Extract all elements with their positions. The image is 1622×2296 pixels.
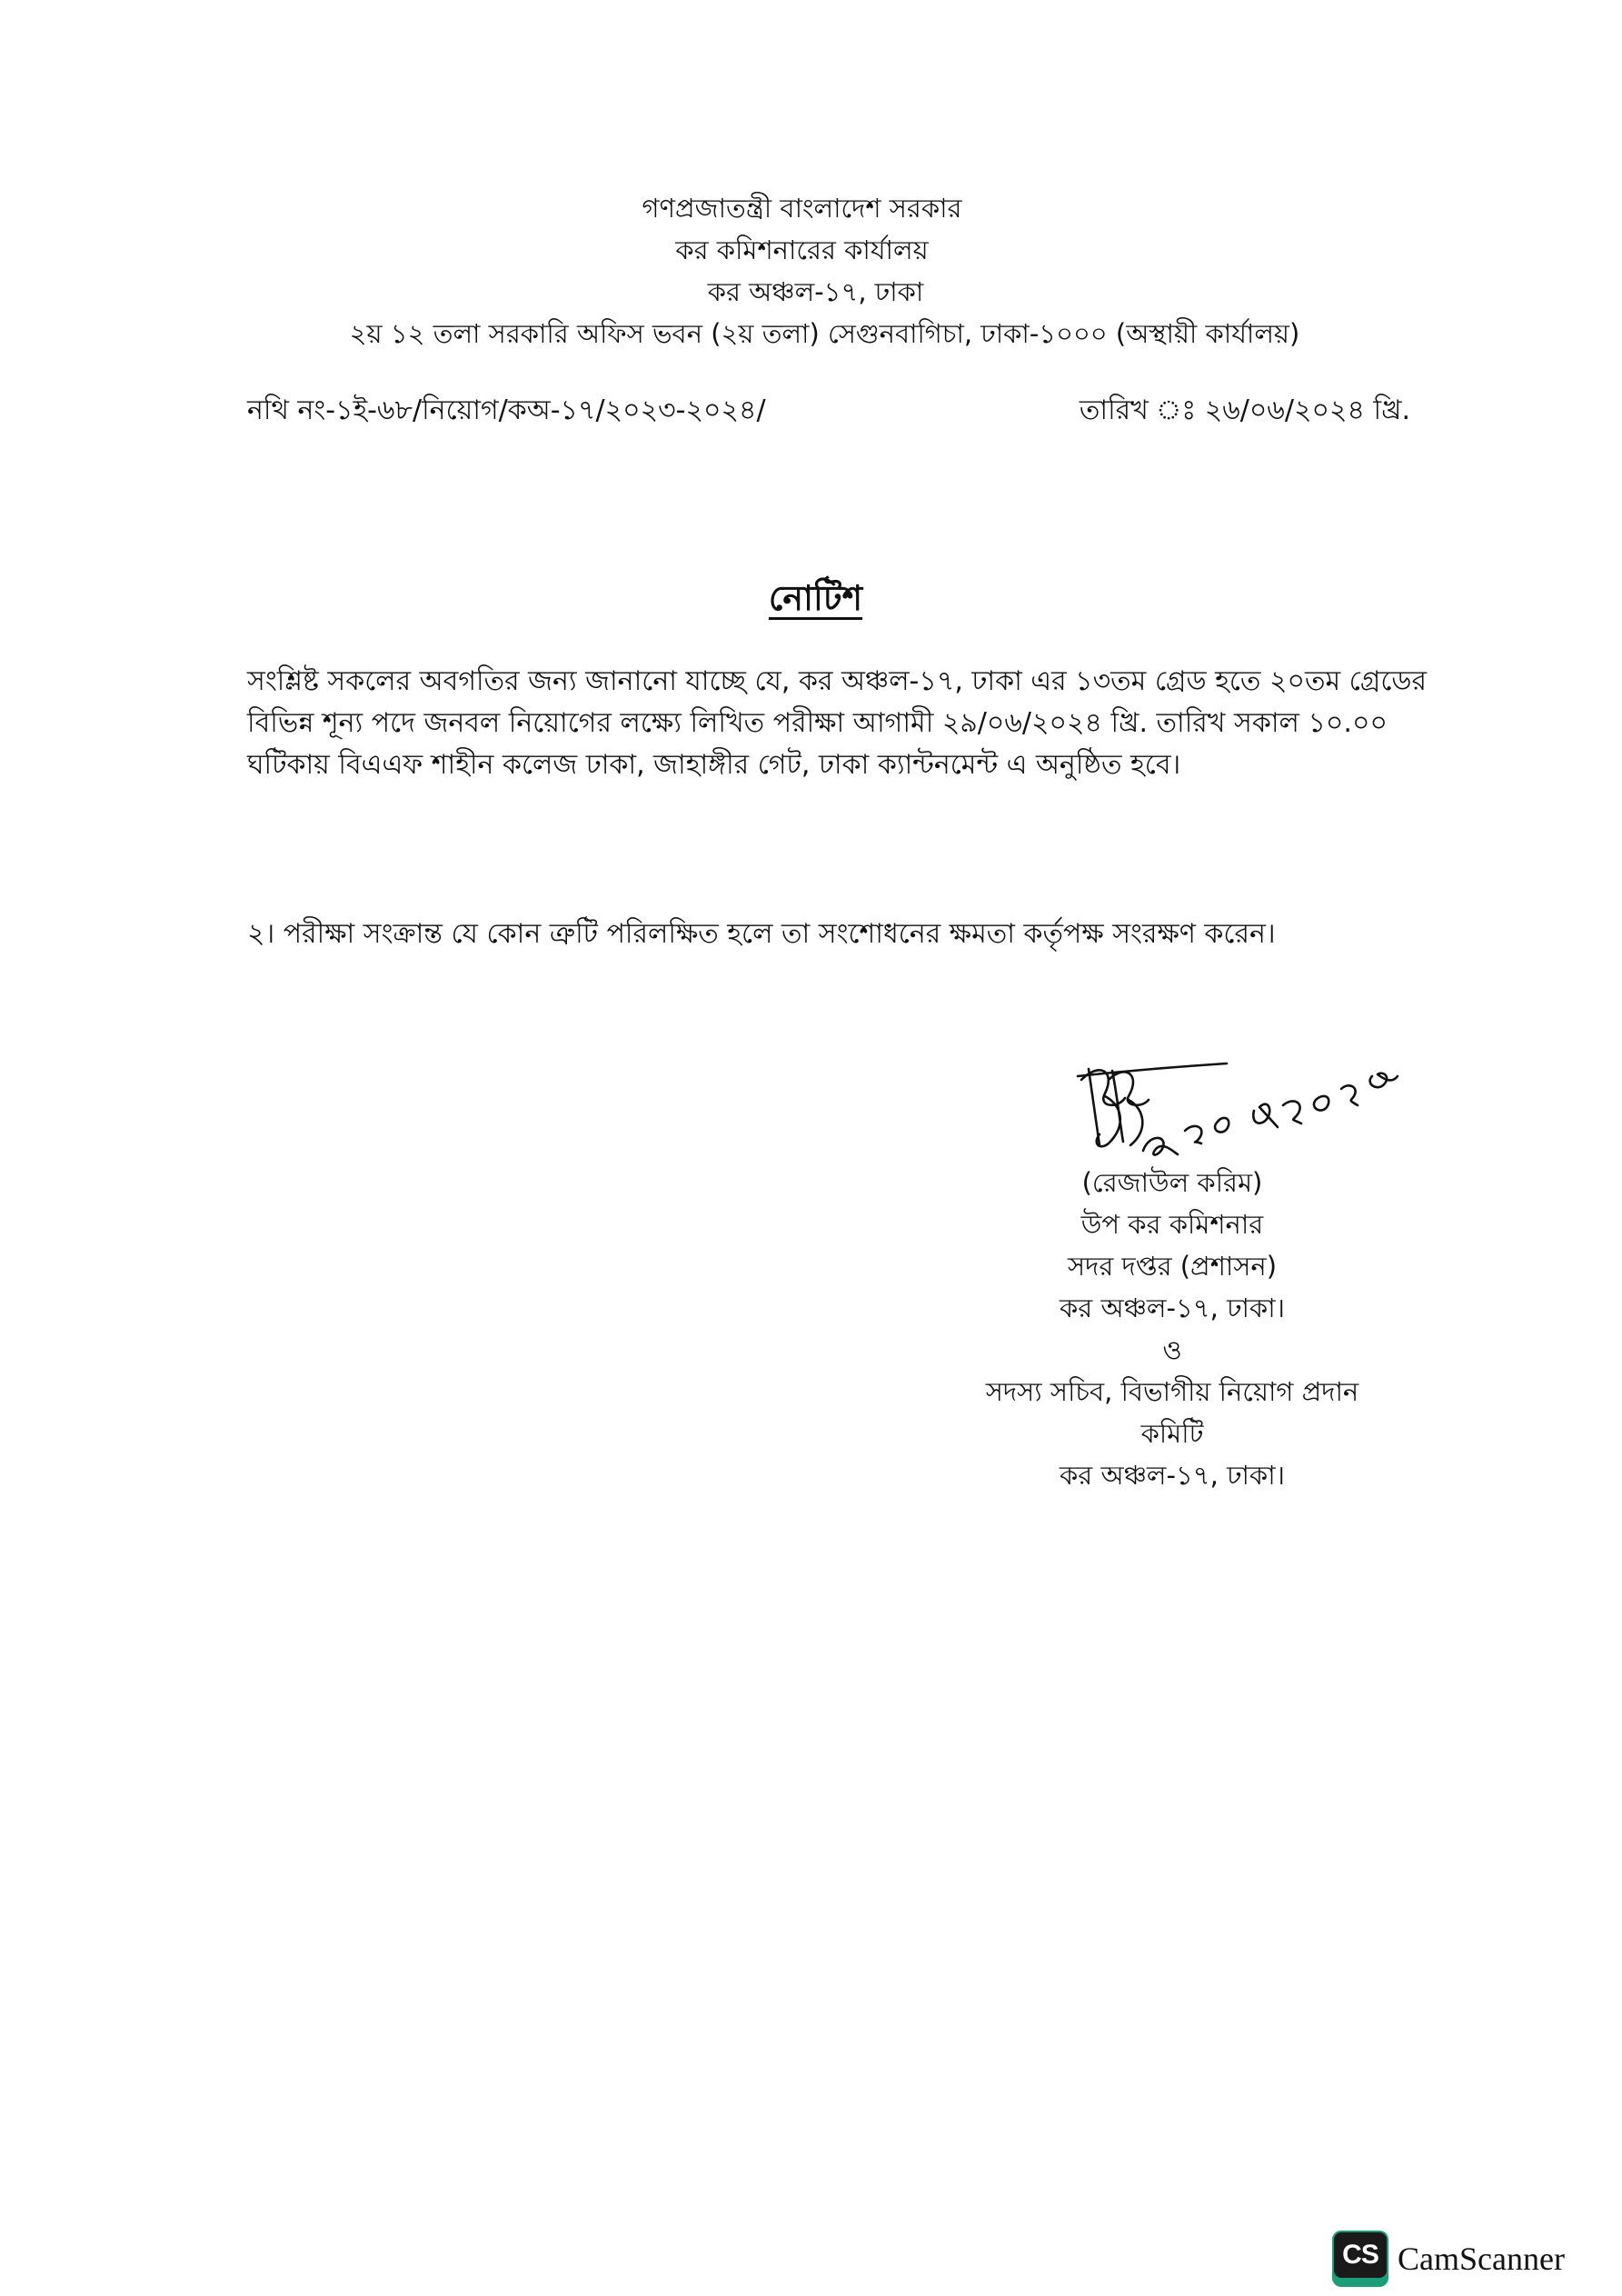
signatory-block	[945, 1162, 1399, 1496]
signatory-role-line-1: সদস্য সচিব, বিভাগীয় নিয়োগ প্রদান	[985, 1376, 1359, 1407]
signatory-designation: উপ কর কমিশনার	[1080, 1209, 1264, 1240]
header-office: কর কমিশনারের কার্যালয়	[675, 235, 929, 265]
camscanner-logo-icon	[1332, 2231, 1388, 2287]
camscanner-logo-text: CS	[1334, 2232, 1387, 2278]
issue-date: তারিখ ঃ ২৬/০৬/২০২৪ খ্রি.	[1079, 394, 1410, 426]
notice-title	[0, 576, 1622, 620]
file-number: নথি নং-১ই-৬৮/নিয়োগ/কঅ-১৭/২০২৩-২০২৪/	[247, 394, 766, 426]
camscanner-brand: CamScanner	[1398, 2241, 1565, 2277]
signatory-zone: কর অঞ্চল-১৭, ঢাকা।	[1060, 1293, 1285, 1323]
signatory-role-line-2: কমিটি	[1140, 1418, 1204, 1449]
notice-paragraph-1	[247, 661, 1427, 786]
signatory-role-zone: কর অঞ্চল-১৭, ঢাকা।	[1060, 1460, 1285, 1491]
office-header	[0, 187, 1622, 354]
camscanner-watermark	[1332, 2231, 1565, 2287]
paragraph-1-line-3: ঘটিকায় বিএএফ শাহীন কলেজ ঢাকা, জাহাঙ্গীর গেট, ঢাকা ক্যান্টনমেন্ট এ অনুষ্ঠিত হবে।	[247, 749, 1181, 781]
signatory-name: (রেজাউল করিম)	[1081, 1167, 1263, 1198]
paragraph-1-line-2: বিভিন্ন শূন্য পদে জনবল নিয়োগের লক্ষ্যে লিখিত পরীক্ষা আগামী ২৯/০৬/২০২৪ খ্রি. তারিখ সকাল ১০.০০	[247, 707, 1388, 739]
header-address: ২য় ১২ তলা সরকারি অফিস ভবন (২য় তলা) সেগুনবাগিচা, ঢাকা-১০০০ (অস্থায়ী কার্যালয়)	[349, 318, 1300, 349]
signatory-office: সদর দপ্তর (প্রশাসন)	[1067, 1251, 1278, 1282]
header-government: গণপ্রজাতন্ত্রী বাংলাদেশ সরকার	[642, 193, 962, 224]
handwritten-signature	[1072, 1043, 1418, 1162]
signatory-conjunction: ও	[1162, 1334, 1182, 1365]
notice-title-text: নোটিশ	[768, 578, 863, 618]
header-zone: কর অঞ্চল-১৭, ঢাকা	[707, 276, 924, 307]
paragraph-1-line-1: সংশ্লিষ্ট সকলের অবগতির জন্য জানানো যাচ্ছে যে, কর অঞ্চল-১৭, ঢাকা এর ১৩তম গ্রেড হতে ২০তম গ্রেডের	[247, 665, 1427, 697]
notice-paragraph-2: ২। পরীক্ষা সংক্রান্ত যে কোন ত্রুটি পরিলক্ষিত হলে তা সংশোধনের ক্ষমতা কর্তৃপক্ষ সংরক্ষণ করেন।	[247, 918, 1276, 950]
